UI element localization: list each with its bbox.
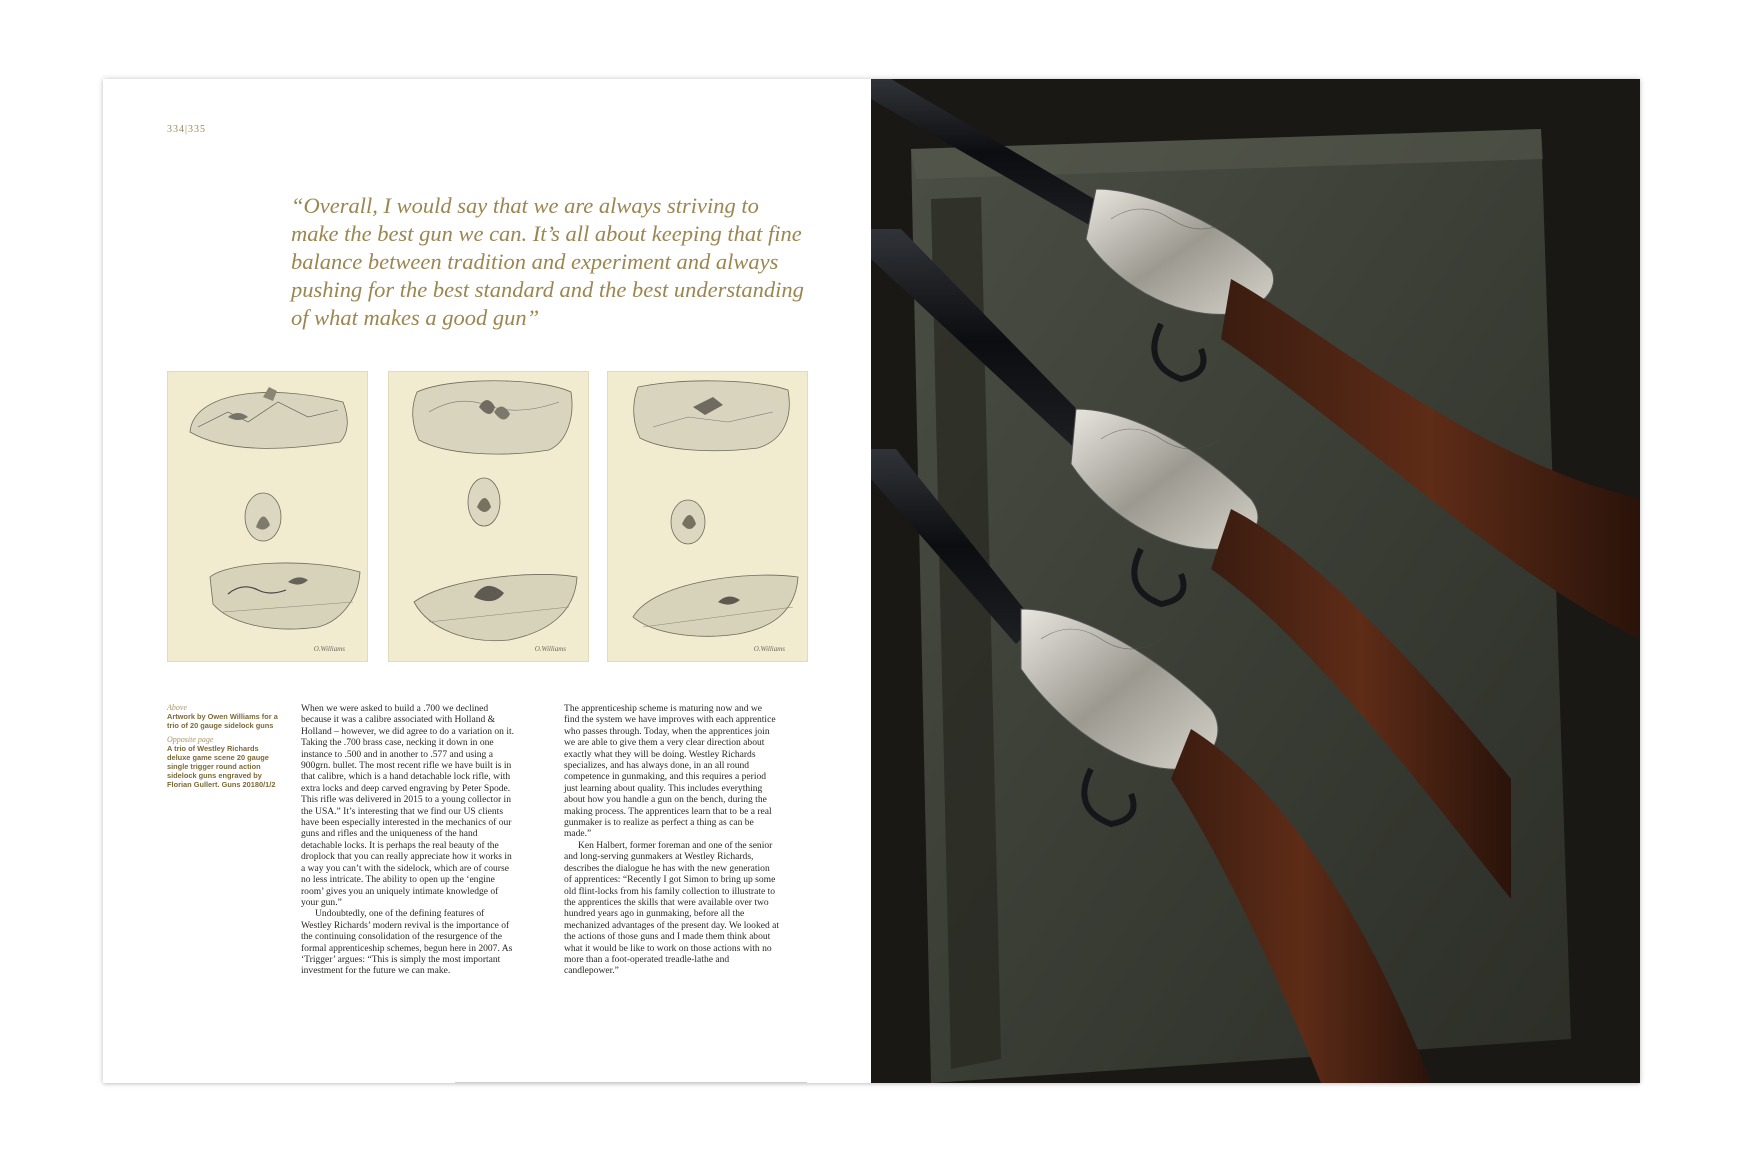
engraving-sketch-3 [608,372,807,661]
paragraph: Ken Halbert, former foreman and one of the senior and long-serving gunmakers at Westley Richards, describes the dialogue he has with the new generation of apprentices: “Recently I got Simon to bring up some old flint-locks from his family collection to illustrate to the apprentices the skills that were available over two hundred years ago in gunmaking, before all the mechanized advantages of the present day. We looked at the actions of those guns and I made them think about what it would be like to work on those actions with no more than a foot-operated treadle-lathe and candlepower.” [564,839,780,977]
caption-above [167,703,279,730]
artist-signature: O.Williams [313,645,345,653]
caption-above-label: Above [167,703,187,712]
engraving-sketch-1 [168,372,367,661]
page-number: 334|335 [167,124,207,135]
pull-quote: “Overall, I would say that we are always striving to make the best gun we can. It’s all about keeping that fine balance between tradition and experiment and always pushing for the best standard and the best understanding of what makes a good gun” [291,193,804,330]
paragraph: Undoubtedly, one of the defining features of Westley Richards’ modern revival is the importance of the continuing consolidation of the resurgence of the formal apprenticeship schemes, begun here in 2007. As ‘Trigger’ argues: “This is simply the most important investment for the future we can make. [301,908,513,977]
captions [167,703,279,794]
artist-signature: O.Williams [753,645,785,653]
artwork-plate-3 [607,371,808,662]
body-column-1 [301,703,516,977]
caption-opposite-label: Opposite page [167,735,214,744]
caption-above-text: Artwork by Owen Williams for a trio of 20 gauge sidelock guns [167,712,278,730]
caption-opposite [167,735,279,789]
caption-opposite-text: A trio of Westley Richards deluxe game scene 20 gauge single trigger round action sidelock guns engraved by Florian Gullert. Guns 20180/1/2 [167,744,276,789]
artwork-plate-2 [388,371,589,662]
artwork-plate-1 [167,371,368,662]
gun-photograph [871,79,1640,1083]
magazine-spread [103,79,1640,1083]
paragraph: The apprenticeship scheme is maturing now and we find the system we have improves with each apprentice who passes through. Today, when the apprentices join we are able to give them a very clear direction about exactly what they will be doing. Westley Richards specializes, and has always done, in an all round competence in gunmaking, and this requires a period just learning about quality. This includes everything about how you handle a gun on the bench, during the making process. The apprentices learn that to be a real gunmaker is to realize as perfect a thing as can be made.” [564,703,776,840]
shotguns-image [871,79,1640,1083]
bottom-rule [455,1082,807,1083]
body-column-2 [564,703,779,977]
artist-signature: O.Williams [534,645,566,653]
left-page [103,79,871,1083]
paragraph: When we were asked to build a .700 we declined because it was a calibre associated with Holland & Holland – however, we did agree to do a variation on it. Taking the .700 brass case, necking it down in one instance to .500 and in another to .577 and using a 900grn. bullet. The most recent rifle we have built is in that calibre, which is a hand detachable lock rifle, with extra locks and deep carved engraving by Peter Spode. This rifle was delivered in 2015 to a young collector in the USA.” It’s interesting that we find our US clients have been especially interested in the mechanics of our guns and rifles and the uniqueness of the hand detachable locks. It is perhaps the real beauty of the droplock that you can really appreciate how it works in a way you can’t with the sidelock, which are of course no less intricate. The ability to open up the ‘engine room’ gives you an uniquely intimate knowledge of your gun.” [301,703,515,908]
engraving-sketch-2 [389,372,588,661]
